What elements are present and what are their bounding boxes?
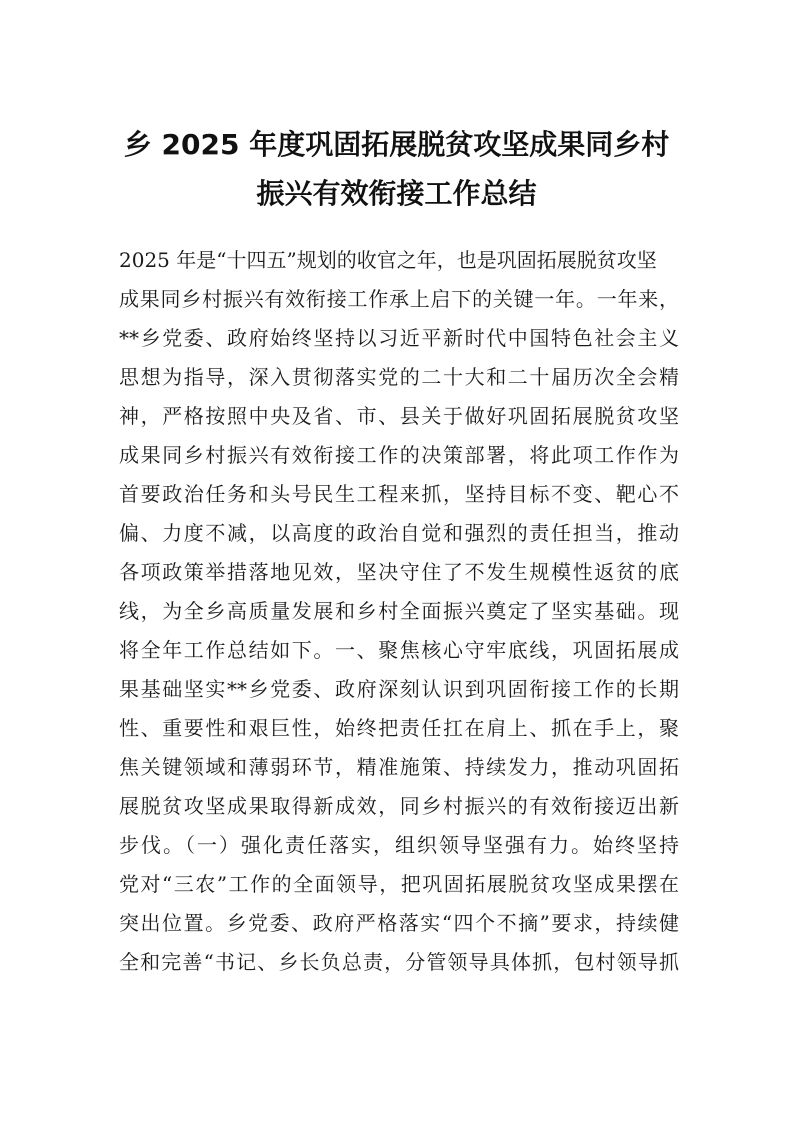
- body-line: 成果同乡村振兴有效衔接工作的决策部署，将此项工作作为: [119, 443, 679, 467]
- body-line: **乡党委、政府始终坚持以习近平新时代中国特色社会主义: [119, 326, 679, 350]
- body-line: 党对“三农”工作的全面领导，把巩固拓展脱贫攻坚成果摆在: [119, 872, 679, 896]
- document-title-line-2: 振兴有效衔接工作总结: [256, 177, 537, 210]
- body-line: 突出位置。乡党委、政府严格落实“四个不摘”要求，持续健: [119, 911, 679, 935]
- body-line: 偏、力度不减，以高度的政治自觉和强烈的责任担当，推动: [119, 521, 679, 545]
- body-line: 展脱贫攻坚成果取得新成效，同乡村振兴的有效衔接迈出新: [119, 794, 679, 818]
- body-line: 2025 年是“十四五”规划的收官之年，也是巩固拓展脱贫攻坚: [119, 248, 657, 272]
- body-line: 线，为全乡高质量发展和乡村全面振兴奠定了坚实基础。现: [119, 599, 679, 623]
- body-line: 思想为指导，深入贯彻落实党的二十大和二十届历次全会精: [119, 365, 679, 389]
- body-line: 各项政策举措落地见效，坚决守住了不发生规模性返贫的底: [119, 560, 679, 584]
- body-paragraph: [119, 241, 679, 982]
- document-title-line-1: 乡 2025 年度巩固拓展脱贫攻坚成果同乡村: [123, 128, 670, 161]
- body-line: 步伐。（一）强化责任落实，组织领导坚强有力。始终坚持: [119, 833, 679, 857]
- body-line: 首要政治任务和头号民生工程来抓，坚持目标不变、靶心不: [119, 482, 679, 506]
- body-line: 将全年工作总结如下。一、聚焦核心守牢底线，巩固拓展成: [119, 638, 679, 662]
- body-line: 全和完善“书记、乡长负总责，分管领导具体抓，包村领导抓: [119, 950, 679, 974]
- body-line: 性、重要性和艰巨性，始终把责任扛在肩上、抓在手上，聚: [119, 716, 679, 740]
- body-line: 神，严格按照中央及省、市、县关于做好巩固拓展脱贫攻坚: [119, 404, 679, 428]
- body-line: 焦关键领域和薄弱环节，精准施策、持续发力，推动巩固拓: [119, 755, 679, 779]
- body-line: 成果同乡村振兴有效衔接工作承上启下的关键一年。一年来，: [119, 287, 679, 311]
- body-line: 果基础坚实**乡党委、政府深刻认识到巩固衔接工作的长期: [119, 677, 679, 701]
